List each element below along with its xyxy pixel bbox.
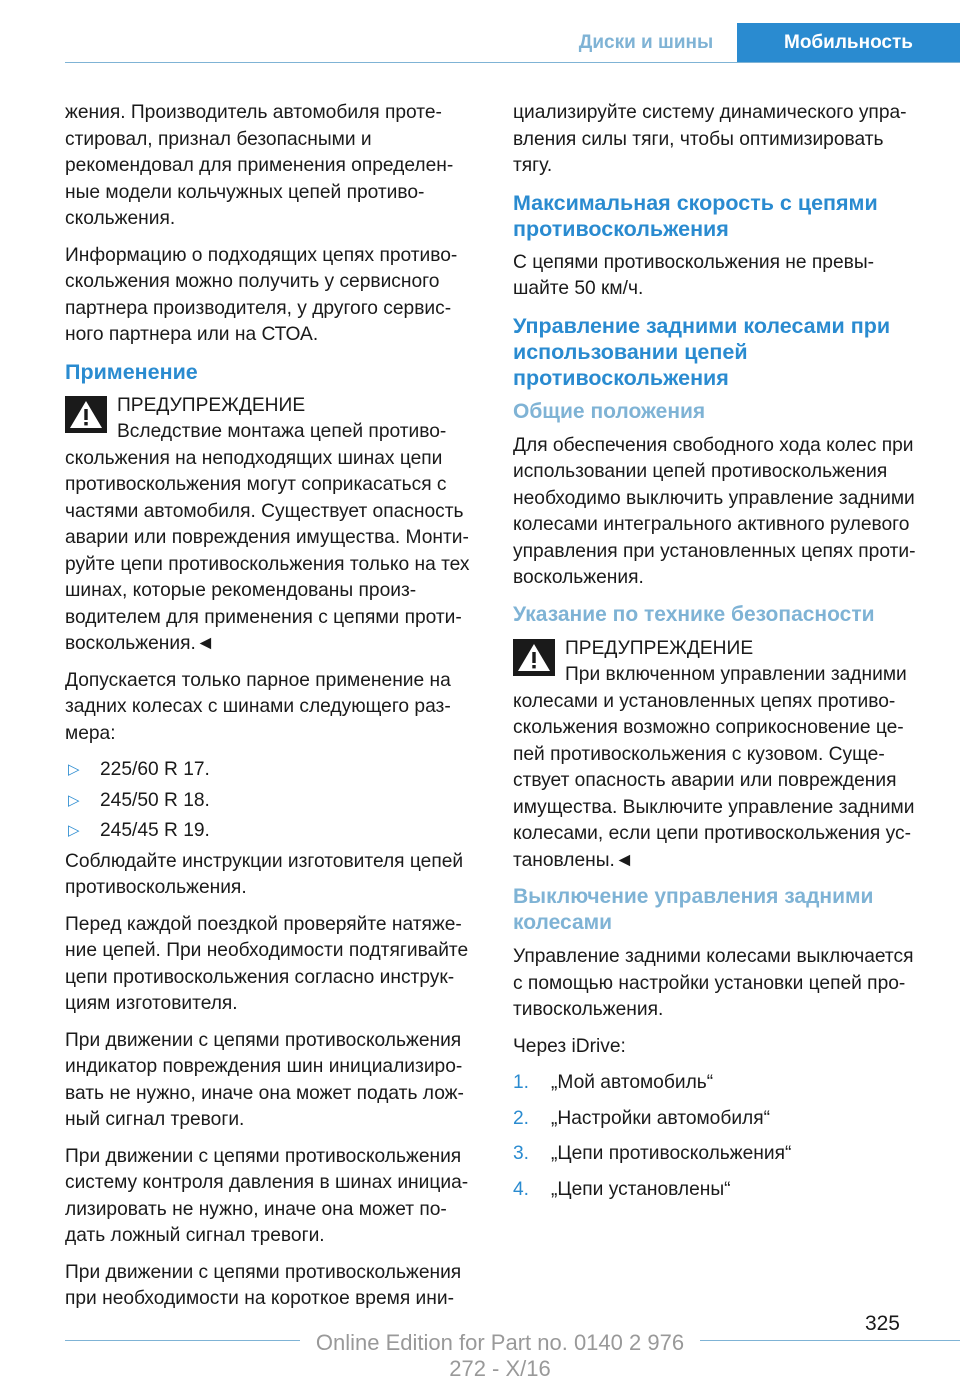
step-text: „Настройки автомобиля“	[551, 1107, 771, 1129]
list-item-text: 245/50 R 18.	[100, 789, 210, 811]
paragraph: Допускается только парное применение на задних колесах с шинами следующего раз- мера:	[65, 669, 451, 744]
paragraph: Перед каждой поездкой проверяйте натяже- ние цепей. При необходимости подтягивайте цепи противоскольжения согласно инструк- циям изготовителя.	[65, 913, 469, 1014]
warning-text: Вследствие монтажа цепей противо- скольжения на неподходящих шинах цепи противоскольжения могут соприкасаться с частями автомобиля. Существует опасность аварии или повреждения имущества. Монти- руйте цепи противоскольжения только на тех шинах, которые рекомендованы произ- водителем для применения с цепями проти- воскольжения.◄	[65, 421, 470, 654]
bullet-triangle-icon: ▷	[68, 822, 80, 839]
step-text: „Цепи противоскольжения“	[551, 1143, 792, 1164]
paragraph: С цепями противоскольжения не превы- шайте 50 км/ч.	[513, 251, 875, 299]
heading-max-speed: Максимальная скорость с цепями противоскольжения	[513, 190, 878, 241]
step-number: 3.	[513, 1143, 530, 1164]
step-item	[513, 1106, 925, 1133]
warning-triangle-icon	[65, 396, 107, 433]
left-column	[65, 100, 477, 1323]
list-item	[65, 818, 477, 845]
warning-text: При включенном управлении задними колесами и установленных цепях противо- скольжения возможно соприкосновение це- пей противоскольжения с кузовом. Суще- ствует опасность аварии или повреждения имущества. Выключите управление задними колесами, если цепи противоскольжения ус- тановлены.◄	[513, 664, 915, 871]
warning-block	[513, 636, 925, 875]
step-number: 2.	[513, 1107, 530, 1129]
header-rule	[65, 62, 960, 63]
paragraph: циализируйте систему динамического упра- вления силы тяги, чтобы оптимизировать тягу.	[513, 102, 907, 176]
bullet-triangle-icon: ▷	[68, 791, 80, 809]
paragraph: Управление задними колесами выключается с помощью настройки установки цепей про- тивоскольжения.	[513, 946, 914, 1020]
paragraph: Информацию о подходящих цепях противо- скольжения можно получить у сервисного партнера производителя, у другого сервис- ного партнера или на СТОА.	[65, 244, 458, 345]
bullet-triangle-icon: ▷	[68, 761, 80, 778]
tire-size-list	[65, 757, 477, 845]
page-header	[0, 23, 960, 63]
right-column	[513, 100, 925, 1212]
paragraph: жения. Производитель автомобиля проте- стировал, признал безопасными и рекомендовал для применения определен- ные модели кольчужных цепей противо- скольжения.	[65, 102, 454, 229]
heading-application: Применение	[65, 359, 198, 384]
heading-safety: Указание по технике безопасности	[513, 602, 875, 626]
idrive-steps	[513, 1070, 925, 1203]
paragraph: При движении с цепями противоскольжения индикатор повреждения шин инициализиро- вать не нужно, иначе она может подать лож- ный сигнал тревоги.	[65, 1029, 464, 1130]
step-text: „Мой автомобиль“	[551, 1072, 714, 1093]
chapter-tab: Мобильность	[737, 23, 960, 63]
step-item	[513, 1070, 925, 1097]
step-item	[513, 1177, 925, 1204]
paragraph: Соблюдайте инструкции изготовителя цепей противоскольжения.	[65, 850, 464, 898]
edition-footer: Online Edition for Part no. 0140 2 976 272 - X/16	[300, 1330, 700, 1382]
heading-disable: Выключение управления задними колесами	[513, 885, 874, 934]
list-item	[65, 788, 477, 815]
list-item	[65, 757, 477, 784]
heading-rear-steering: Управление задними колесами при использовании цепей противоскольжения	[513, 313, 891, 390]
list-item-text: 245/45 R 19.	[100, 820, 210, 841]
page-number: 325	[864, 1312, 900, 1335]
warning-triangle-icon	[513, 639, 555, 676]
paragraph: При движении с цепями противоскольжения систему контроля давления в шинах инициа- лизировать не нужно, иначе она может по- дать ложный сигнал тревоги.	[65, 1145, 469, 1246]
paragraph: Для обеспечения свободного хода колес при использовании цепей противоскольжения необходимо выключить управление задними колесами интегрального активного рулевого управления при установленных цепях проти- воскольжения.	[513, 434, 916, 588]
step-text: „Цепи установлены“	[551, 1178, 731, 1200]
paragraph: Через iDrive:	[513, 1035, 626, 1057]
warning-title: ПРЕДУПРЕЖДЕНИЕ	[565, 637, 754, 659]
heading-general: Общие положения	[513, 399, 706, 423]
section-tab: Диски и шины	[578, 32, 714, 53]
warning-title: ПРЕДУПРЕЖДЕНИЕ	[117, 394, 306, 416]
step-number: 1.	[513, 1072, 530, 1093]
warning-block	[65, 393, 477, 658]
list-item-text: 225/60 R 17.	[100, 759, 210, 780]
step-number: 4.	[513, 1178, 530, 1200]
step-item	[513, 1141, 925, 1168]
paragraph: При движении с цепями противоскольжения при необходимости на короткое время ини-	[65, 1261, 462, 1309]
